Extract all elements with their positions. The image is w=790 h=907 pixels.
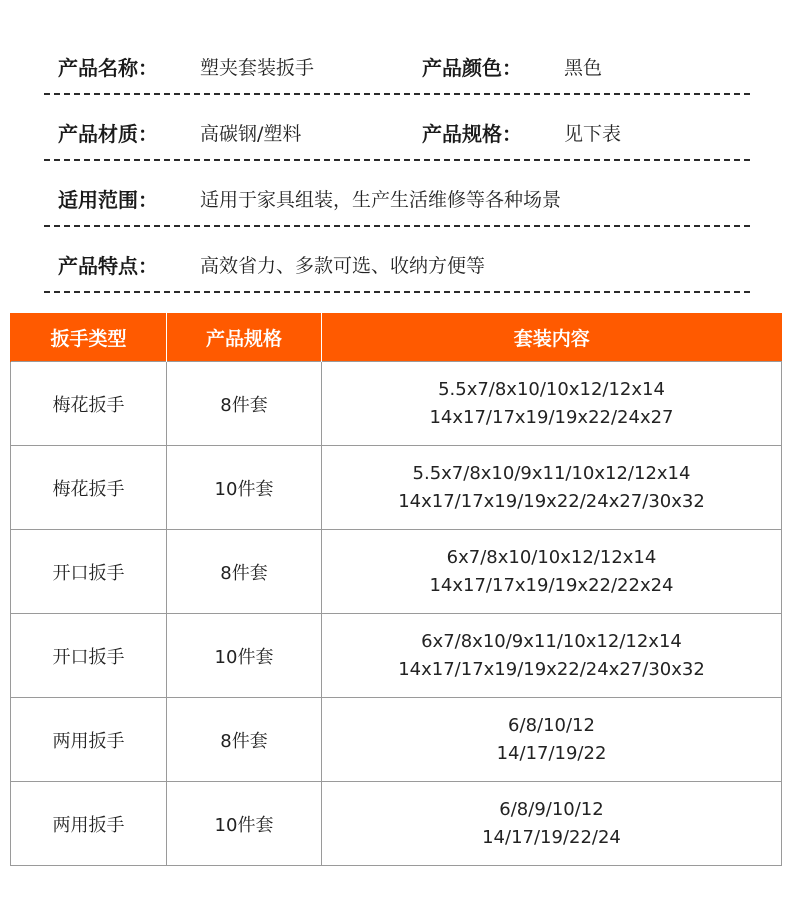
contents-line-2: 14x17/17x19/19x22/24x27 [429,406,674,428]
spec-scope [44,184,750,213]
contents-line-2: 14/17/19/22/24 [482,826,621,848]
spec-value: 塑夹套装扳手 [200,57,315,79]
spec-label: 产品规格： [422,122,522,146]
cell-type: 梅花扳手 [11,362,167,446]
table-row [11,446,782,530]
cell-spec: 10件套 [167,782,322,866]
spec-value: 黑色 [564,57,603,79]
contents-line-1: 6/8/9/10/12 [499,798,604,820]
spec-product-material [44,118,408,147]
cell-type: 梅花扳手 [11,446,167,530]
spec-product-size [408,118,621,147]
spec-value: 高碳钢/塑料 [200,123,302,145]
spec-label: 产品材质： [58,122,158,146]
cell-type: 两用扳手 [11,698,167,782]
cell-contents [322,362,782,446]
cell-contents [322,446,782,530]
table-header-row [11,313,782,362]
contents-line-2: 14/17/19/22 [496,742,607,764]
cell-spec: 10件套 [167,446,322,530]
contents-line-2: 14x17/17x19/19x22/24x27/30x32 [398,658,705,680]
contents-line-2: 14x17/17x19/19x22/22x24 [429,574,674,596]
spec-label: 产品特点： [58,254,158,278]
table-row [11,530,782,614]
spec-features [44,250,750,279]
spec-product-name [44,52,408,81]
cell-spec: 8件套 [167,530,322,614]
spec-value: 高效省力、多款可选、收纳方便等 [200,255,486,277]
contents-line-1: 6x7/8x10/9x11/10x12/12x14 [421,630,682,652]
cell-contents [322,782,782,866]
contents-line-2: 14x17/17x19/19x22/24x27/30x32 [398,490,705,512]
spec-label: 产品颜色： [422,56,522,80]
cell-spec: 8件套 [167,698,322,782]
spec-row-name-color [44,40,750,95]
wrench-set-table [10,313,781,866]
cell-contents [322,530,782,614]
cell-type: 开口扳手 [11,614,167,698]
spec-row-material-size [44,106,750,161]
header-wrench-type: 扳手类型 [11,313,167,362]
spec-value: 适用于家具组装，生产生活维修等各种场景 [200,189,562,211]
contents-line-1: 6/8/10/12 [508,714,595,736]
table-row [11,782,782,866]
cell-type: 开口扳手 [11,530,167,614]
table-row [11,614,782,698]
spec-label: 产品名称： [58,56,158,80]
header-spec: 产品规格 [167,313,322,362]
contents-line-1: 5.5x7/8x10/10x12/12x14 [438,378,665,400]
header-contents: 套装内容 [322,313,782,362]
contents-line-1: 6x7/8x10/10x12/12x14 [446,546,657,568]
cell-contents [322,614,782,698]
table-row [11,362,782,446]
spec-label: 适用范围： [58,188,158,212]
cell-contents [322,698,782,782]
spec-row-scope [44,172,750,227]
cell-spec: 8件套 [167,362,322,446]
cell-spec: 10件套 [167,614,322,698]
spec-value: 见下表 [564,123,622,145]
cell-type: 两用扳手 [11,782,167,866]
spec-row-features [44,238,750,293]
product-specs [44,40,750,293]
contents-line-1: 5.5x7/8x10/9x11/10x12/12x14 [412,462,691,484]
spec-product-color [408,52,602,81]
table-row [11,698,782,782]
